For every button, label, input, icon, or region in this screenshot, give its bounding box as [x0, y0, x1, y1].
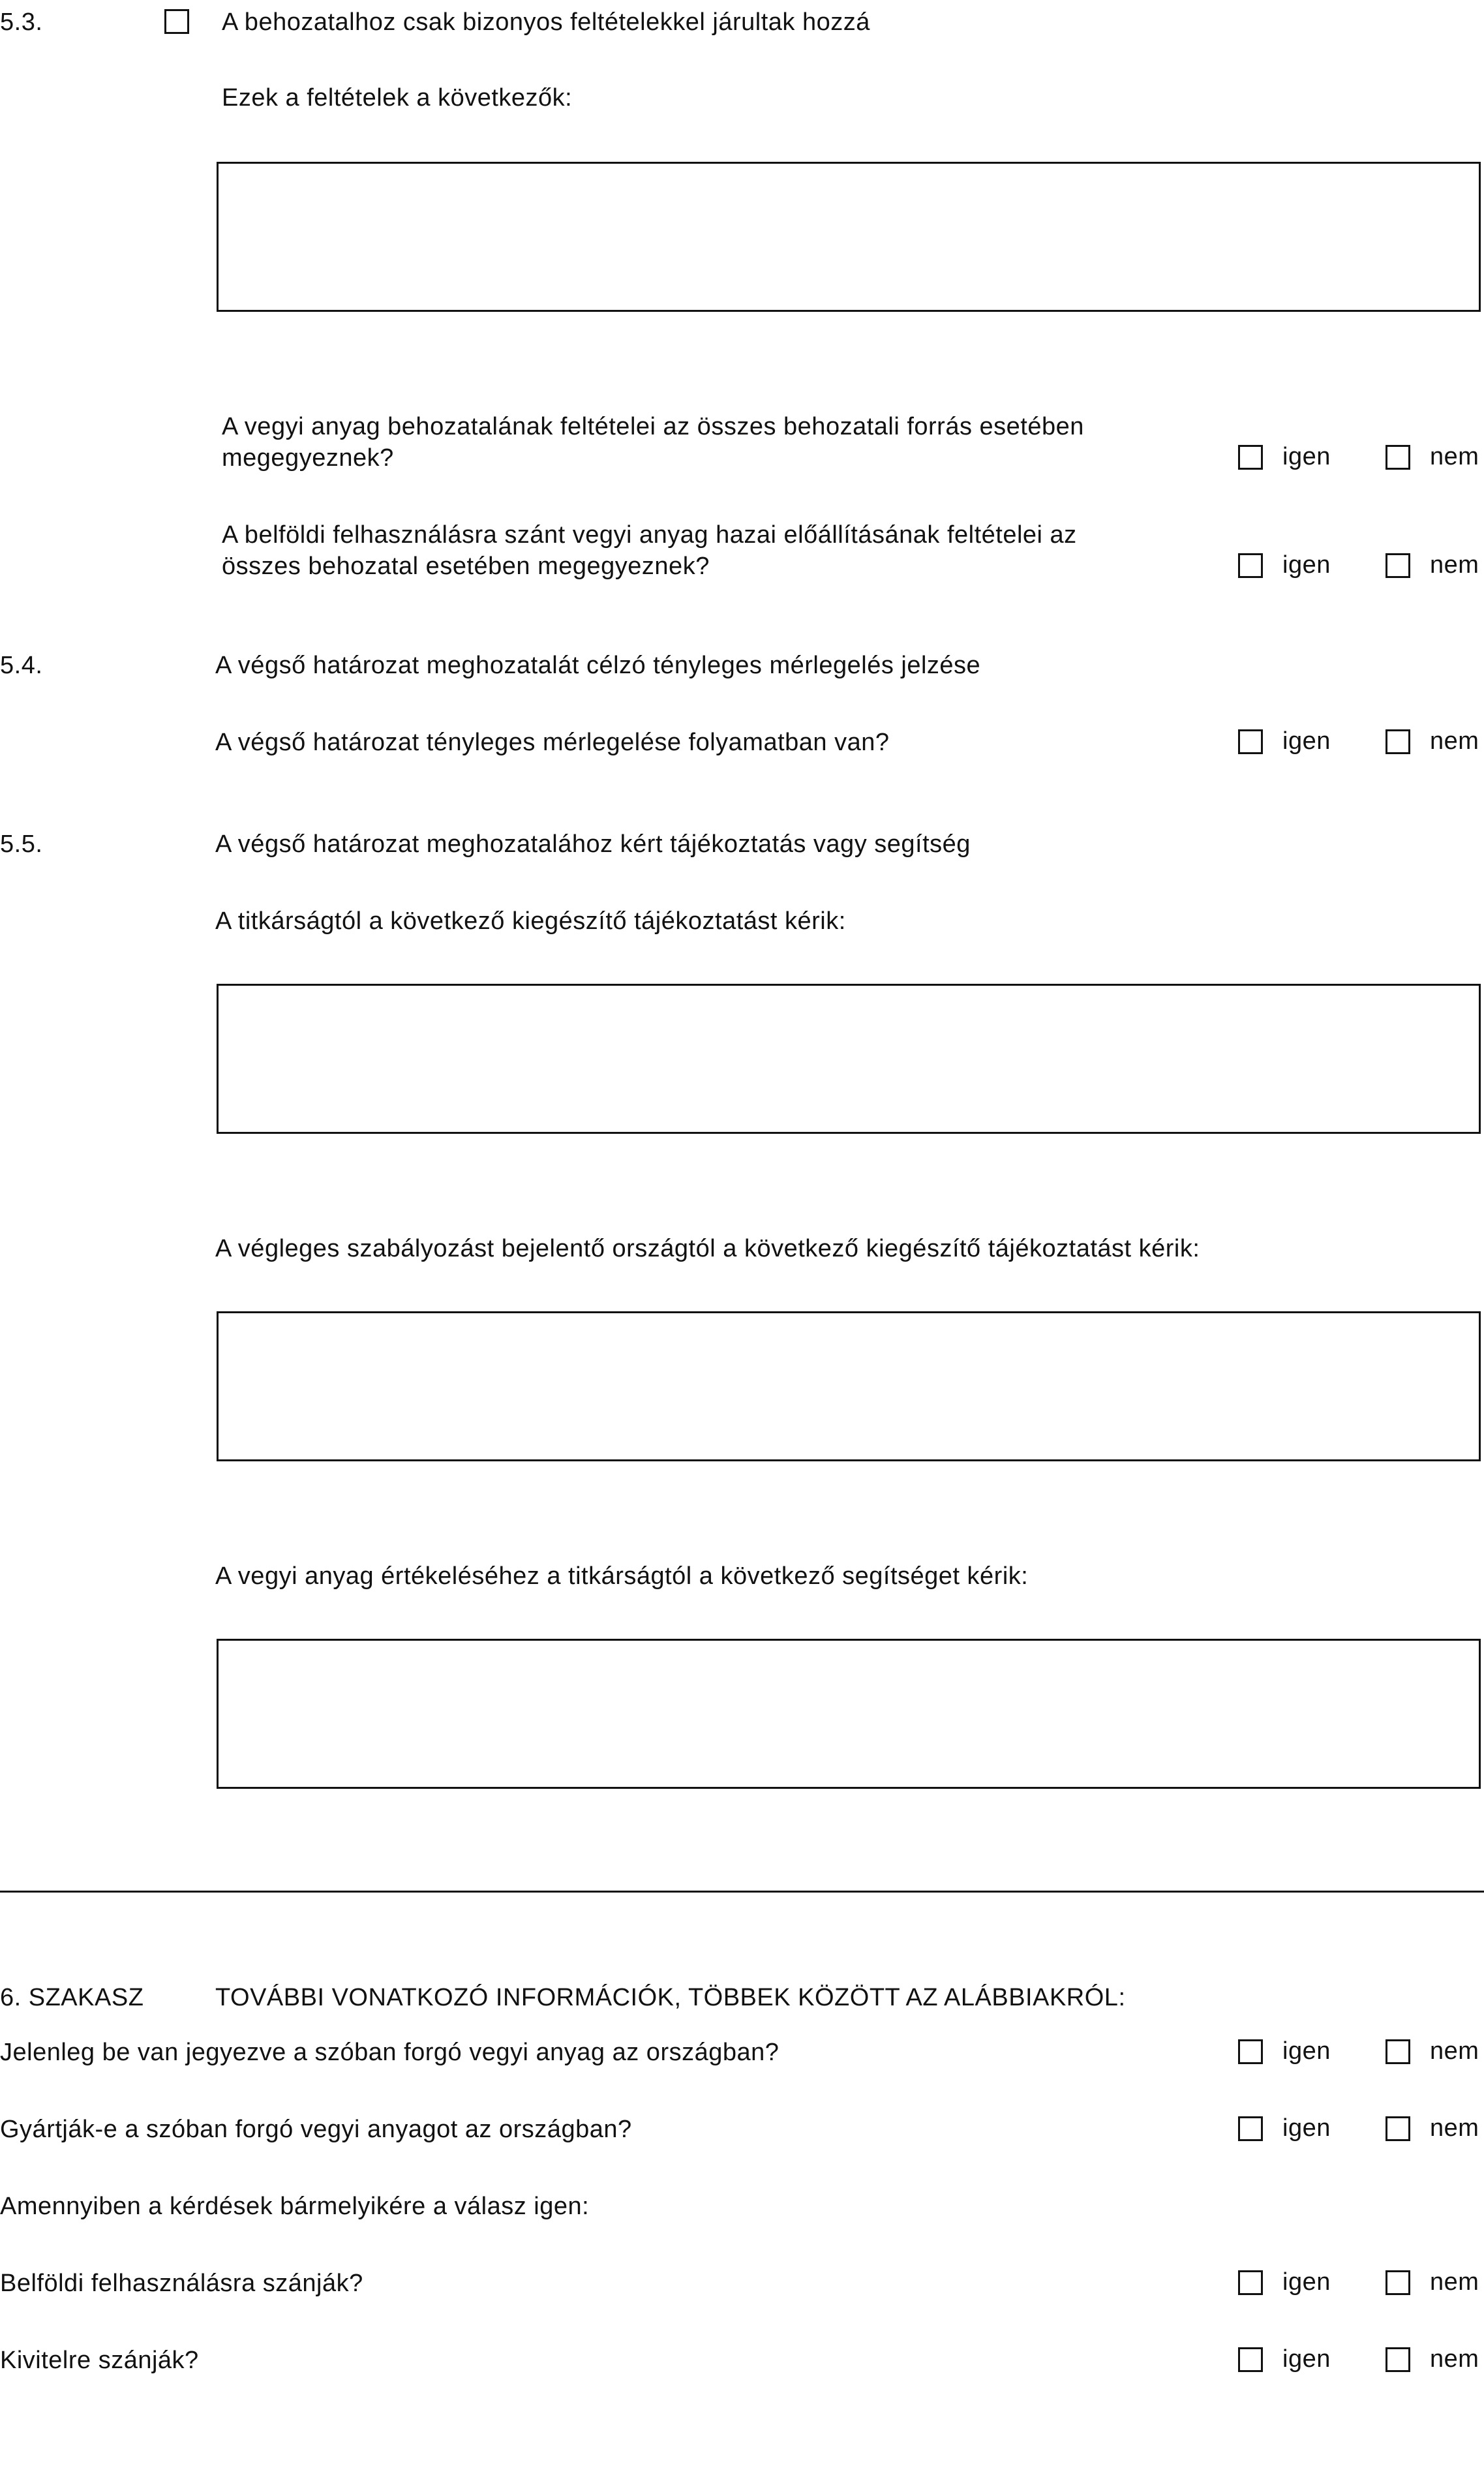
yes-label: igen [1282, 727, 1331, 755]
no-label: nem [1430, 2114, 1479, 2142]
yes-label: igen [1282, 2268, 1331, 2296]
section-5-5-title: A végső határozat meghozatalához kért tájékoztatás vagy segítség [215, 830, 971, 858]
evaluation-in-progress-no-checkbox[interactable] [1386, 729, 1410, 754]
secretariat-assistance-label: A vegyi anyag értékeléséhez a titkárságtól a következő segítséget kérik: [215, 1562, 1029, 1590]
question-import-conditions-line1: A vegyi anyag behozatalának feltételei az összes behozatali forrás esetében [222, 413, 1084, 440]
import-conditions-no-checkbox[interactable] [1386, 445, 1410, 470]
section-6-title: TOVÁBBI VONATKOZÓ INFORMÁCIÓK, TÖBBEK KÖZÖTT AZ ALÁBBIAKRÓL: [215, 1984, 1126, 2011]
yes-label: igen [1282, 2345, 1331, 2373]
secretariat-information-label: A titkárságtól a következő kiegészítő tájékoztatást kérik: [215, 907, 846, 935]
section-5-3-title: A behozatalhoz csak bizonyos feltételekkel járultak hozzá [222, 8, 870, 36]
section-5-4-title: A végső határozat meghozatalát célzó tényleges mérlegelés jelzése [215, 652, 981, 679]
question-registered: Jelenleg be van jegyezve a szóban forgó vegyi anyag az országban? [0, 2039, 780, 2066]
registered-no-checkbox[interactable] [1386, 2039, 1410, 2064]
no-label: nem [1430, 2037, 1479, 2065]
domestic-use-yes-checkbox[interactable] [1238, 2270, 1263, 2295]
section-5-3-number: 5.3. [0, 8, 43, 36]
yes-label: igen [1282, 551, 1331, 579]
export-yes-checkbox[interactable] [1238, 2347, 1263, 2372]
section-5-3-checkbox[interactable] [164, 9, 189, 34]
question-domestic-production-line2: összes behozatal esetében megegyeznek? [222, 553, 710, 580]
section-5-4-number: 5.4. [0, 652, 43, 679]
question-import-conditions-line2: megegyeznek? [222, 444, 394, 472]
question-domestic-production-line1: A belföldi felhasználásra szánt vegyi anyag hazai előállításának feltételei az [222, 521, 1077, 549]
import-conditions-yes-checkbox[interactable] [1238, 445, 1263, 470]
question-export: Kivitelre szánják? [0, 2347, 199, 2374]
evaluation-in-progress-yes-checkbox[interactable] [1238, 729, 1263, 754]
section-5-5-number: 5.5. [0, 830, 43, 858]
no-label: nem [1430, 727, 1479, 755]
question-evaluation-in-progress: A végső határozat tényleges mérlegelése folyamatban van? [215, 729, 890, 756]
registered-yes-checkbox[interactable] [1238, 2039, 1263, 2064]
notifying-country-information-label: A végleges szabályozást bejelentő országtól a következő kiegészítő tájékoztatást kérik: [215, 1235, 1200, 1262]
export-no-checkbox[interactable] [1386, 2347, 1410, 2372]
no-label: nem [1430, 551, 1479, 579]
conditions-text-area[interactable] [217, 162, 1481, 312]
question-domestic-use: Belföldi felhasználásra szánják? [0, 2270, 363, 2297]
secretariat-assistance-text-area[interactable] [217, 1639, 1481, 1789]
no-label: nem [1430, 2345, 1479, 2373]
no-label: nem [1430, 443, 1479, 470]
domestic-production-yes-checkbox[interactable] [1238, 553, 1263, 578]
yes-label: igen [1282, 443, 1331, 470]
yes-label: igen [1282, 2114, 1331, 2142]
yes-label: igen [1282, 2037, 1331, 2065]
conditions-label: Ezek a feltételek a következők: [222, 84, 573, 112]
section-divider [0, 1891, 1484, 1893]
conditional-note: Amennyiben a kérdések bármelyikére a válasz igen: [0, 2193, 590, 2220]
no-label: nem [1430, 2268, 1479, 2296]
produced-yes-checkbox[interactable] [1238, 2116, 1263, 2141]
notifying-country-information-text-area[interactable] [217, 1311, 1481, 1461]
secretariat-information-text-area[interactable] [217, 984, 1481, 1134]
section-6-number: 6. SZAKASZ [0, 1984, 144, 2011]
produced-no-checkbox[interactable] [1386, 2116, 1410, 2141]
domestic-use-no-checkbox[interactable] [1386, 2270, 1410, 2295]
question-produced: Gyártják-e a szóban forgó vegyi anyagot az országban? [0, 2116, 632, 2143]
domestic-production-no-checkbox[interactable] [1386, 553, 1410, 578]
